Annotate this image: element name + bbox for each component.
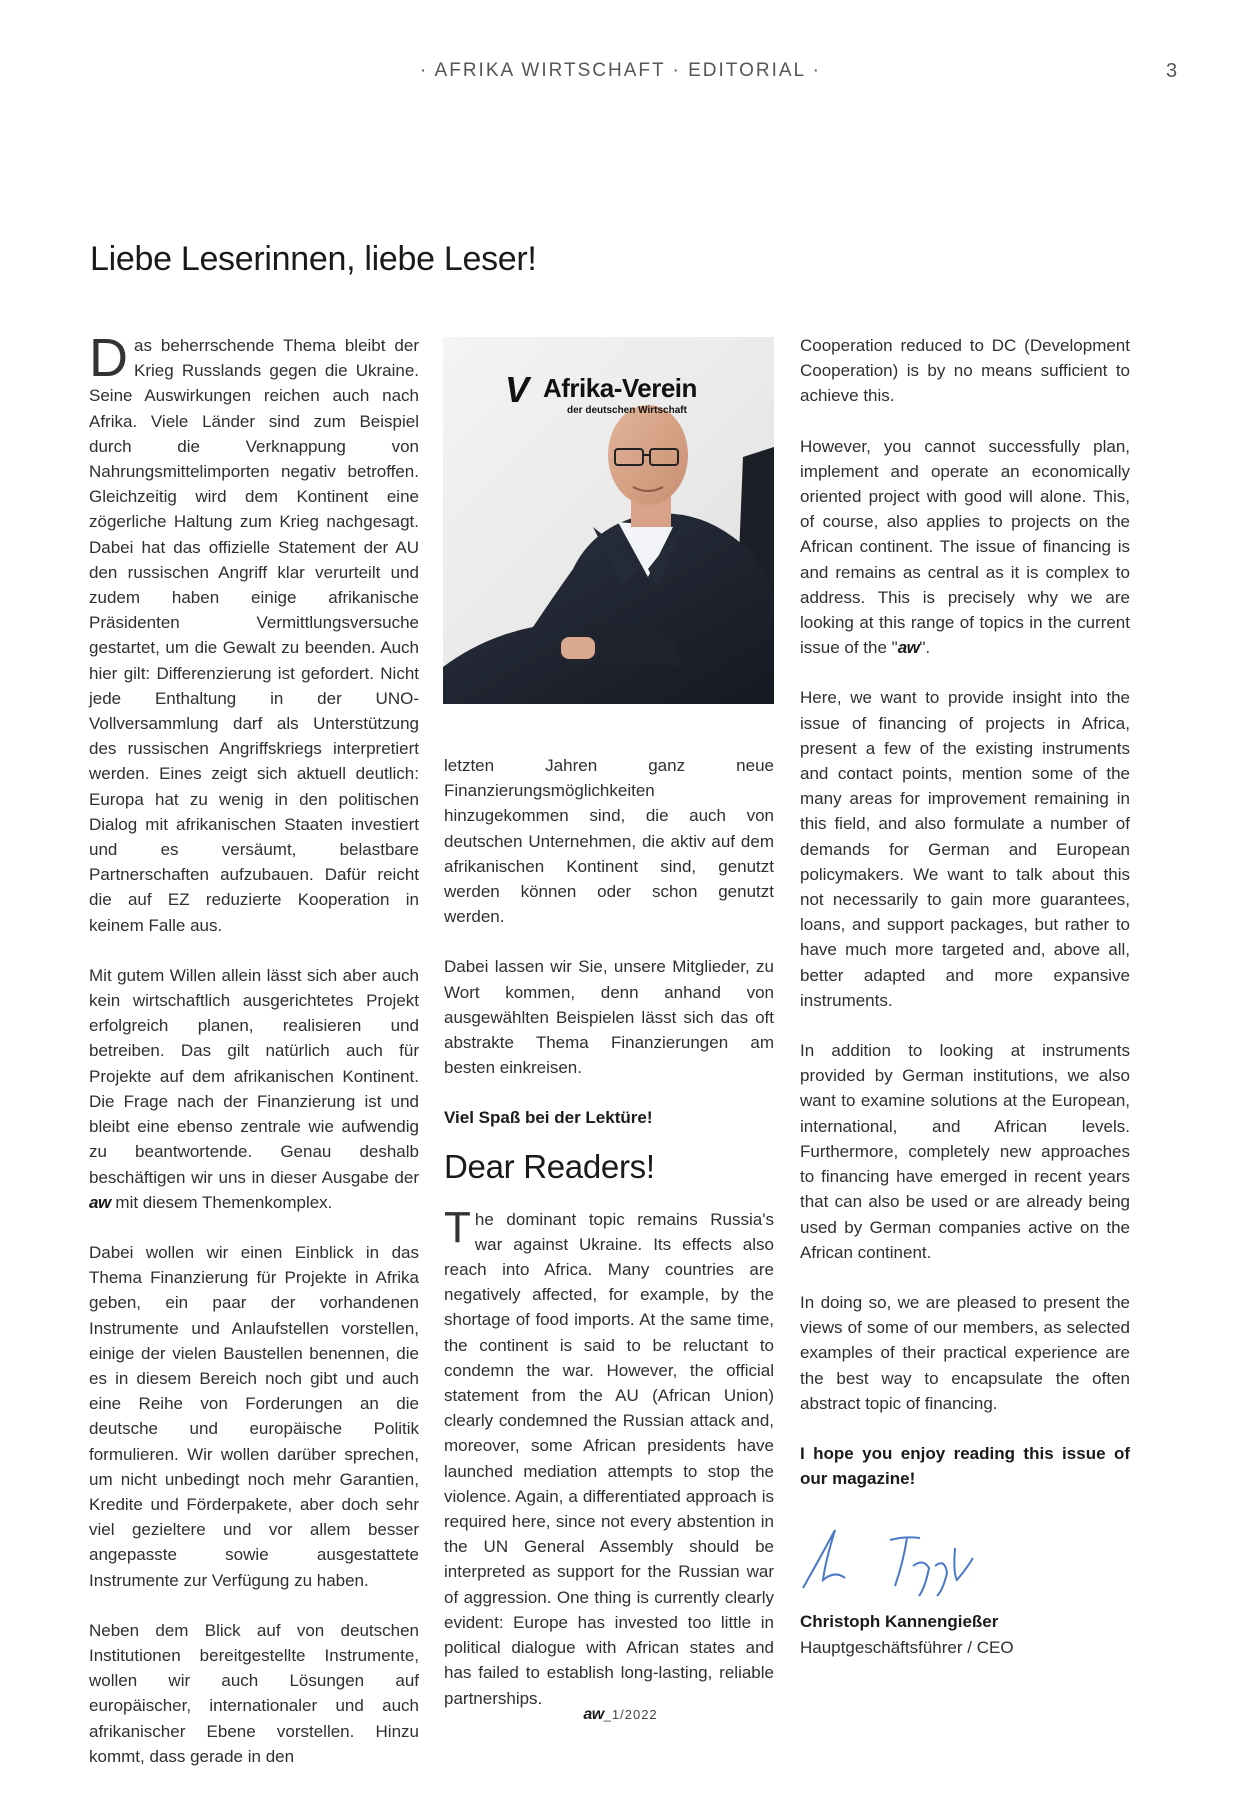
paragraph-text: Mit gutem Willen allein lässt sich aber auch kein wirtschaftlich ausgerichtetes Projekt erfolgreich planen, realisieren und betreiben. Das gilt natürlich auch für Projekte auf dem afrikanischen Kontinent. Die Frage nach der Finanzierung ist und bleibt eine ebenso zentrale wie aufwendig zu beantwortende. Genau deshalb beschäftigen wir uns in dieser Ausgabe der <box>89 965 419 1187</box>
logo-subtitle: der deutschen Wirtschaft <box>567 405 687 416</box>
paragraph: Dabei lassen wir Sie, unsere Mitglieder, zu Wort kommen, denn anhand von ausgewählten Beispielen lässt sich das oft abstrakte Thema Finanzierungen am besten einkreisen. <box>444 957 774 1078</box>
signatory-name: Christoph Kannengießer <box>800 1612 999 1631</box>
editorial-title-de: Liebe Leserinnen, liebe Leser! <box>90 240 537 278</box>
paragraph: In doing so, we are pleased to present the views of some of our members, as selected examples of their practical experience are the best way to encapsulate the often abstract topic of financing. <box>800 1292 1130 1413</box>
running-header: · AFRIKA WIRTSCHAFT · EDITORIAL · <box>419 60 821 81</box>
paragraph: Neben dem Blick auf von deutschen Institutionen bereitgestellte Instrumente, wollen wir auch Lösungen auf europäischer, internationaler und auch afrikanischer Ebene vorstellen. Hinzu kommt, dass gerade in den <box>89 1620 419 1766</box>
paragraph: Cooperation reduced to DC (Development Cooperation) is by no means sufficient to achieve this. <box>800 336 1130 406</box>
paragraph-text: as beherrschende Thema bleibt der Krieg Russlands gegen die Ukraine. Seine Auswirkungen reichen auch nach Afrika. Viele Länder sind zum Beispiel durch die Verknappung von Nahrungsmittelimporten negativ betroffen. Gleichzeitig wird dem Kontinent eine zögerliche Haltung zum Krieg nachgesagt. Dabei hat das offizielle Statement der AU den russischen Angriff klar verurteilt und zudem haben einige afrikanische Präsidenten Vermittlungsversuche gestartet, um die Gewalt zu beenden. Auch hier gilt: Differenzierung ist gefordert. Nicht jede Enthaltung in der UNO-Vollversammlung darf als Unterstützung des russischen Angriffskriegs interpretiert werden. Eines zeigt sich aktuell deutlich: Europa hat zu wenig in den politischen Dialog mit afrikanischen Staaten investiert und es versäumt, belastbare Partnerschaften aufzubauen. Dafür reicht die auf EZ reduzierte Kooperation in keinem Falle aus. <box>89 336 419 935</box>
page-footer <box>0 1706 1241 1724</box>
closing-en: I hope you enjoy reading this issue of our magazine! <box>800 1443 1130 1489</box>
paragraph: letzten Jahren ganz neue Finanzierungsmöglichkeiten hinzugekommen sind, die auch von deutschen Unternehmen, die aktiv auf dem afrikanischen Kontinent sind, genutzt werden können oder schon genutzt werden. <box>444 756 774 927</box>
paragraph <box>444 1202 774 1711</box>
drop-cap: T <box>444 1202 471 1252</box>
magazine-logo-inline: aw <box>89 1192 111 1212</box>
paragraph: In addition to looking at instruments provided by German institutions, we also want to examine solutions at the European, international, and African levels. Furthermore, completely new approaches to financing have emerged in recent years that can also be used or are already being used by German companies active on the African continent. <box>800 1041 1130 1262</box>
signatory-role: Hauptgeschäftsführer / CEO <box>800 1638 1014 1657</box>
paragraph <box>89 328 419 938</box>
paragraph <box>800 434 1130 661</box>
magazine-logo-inline: aw <box>897 638 920 658</box>
logo-name: Afrika-Verein <box>543 373 697 403</box>
paragraph-text: ". <box>919 638 931 658</box>
page-number: 3 <box>1166 60 1178 82</box>
column-3 <box>800 333 1130 1516</box>
handwritten-signature <box>795 1518 985 1598</box>
paragraph: Dabei wollen wir einen Einblick in das Thema Finanzierung für Projekte in Afrika geben, ein paar der vorhandenen Instrumente und Anlaufstellen vorstellen, einige der vielen Baustellen benennen, die es in diesem Bereich noch gibt und auch eine Reihe von Forderungen an die deutsche und europäische Politik formulieren. Wir wollen darüber sprechen, um nicht unbedingt noch mehr Garantien, Kredite und Förderpakete, aber doch sehr viel gezieltere und vor allem besser angepasste sowie ausgestattete Instrumente zur Verfügung zu haben. <box>89 1242 419 1590</box>
logo-mark-icon: V <box>505 369 530 410</box>
paragraph-text: mit diesem Themenkomplex. <box>110 1192 333 1212</box>
magazine-logo-footer: aw <box>583 1706 604 1723</box>
paragraph-text: he dominant topic remains Russia's war against Ukraine. Its effects also reach into Africa. Many countries are negatively affected, for example, by the shortage of food imports. At the same time, the continent is said to be reluctant to condemn the war. However, the official statement from the AU (African Union) clearly condemned the Russian attack and, moreover, some African presidents have launched mediation attempts to stop the violence. Again, a differentiated approach is required here, since not every abstention in the UN General Assembly should be interpreted as support for the Russian war of aggression. One thing is currently clearly evident: Europe has invested too little in political dialogue with African states and has failed to establish long-lasting, reliable partnerships. <box>444 1209 774 1708</box>
closing-de: Viel Spaß bei der Lektüre! <box>444 1108 653 1128</box>
editorial-title-en: Dear Readers! <box>444 1147 655 1185</box>
issue-number: _1/2022 <box>603 1707 658 1722</box>
column-1 <box>89 328 419 1794</box>
drop-cap: D <box>89 328 128 388</box>
paragraph: Here, we want to provide insight into the issue of financing of projects in Africa, present a few of the existing instruments and contact points, mention some of the many areas for improvement remaining in this field, and also formulate a number of demands for German and European policymakers. We want to talk about this not necessarily to gain more guarantees, loans, and support packages, but rather to have much more targeted and, above all, better adapted and more expansive instruments. <box>800 688 1130 1010</box>
paragraph-text: However, you cannot successfully plan, implement and operate an economically oriented project with good will alone. This, of course, also applies to projects on the African continent. The issue of financing is and remains as central as it is complex to address. This is precisely why we are looking at this range of topics in the current issue of the " <box>800 436 1130 658</box>
ceo-photo <box>443 337 774 704</box>
column-2 <box>444 753 774 1736</box>
paragraph <box>89 963 419 1215</box>
